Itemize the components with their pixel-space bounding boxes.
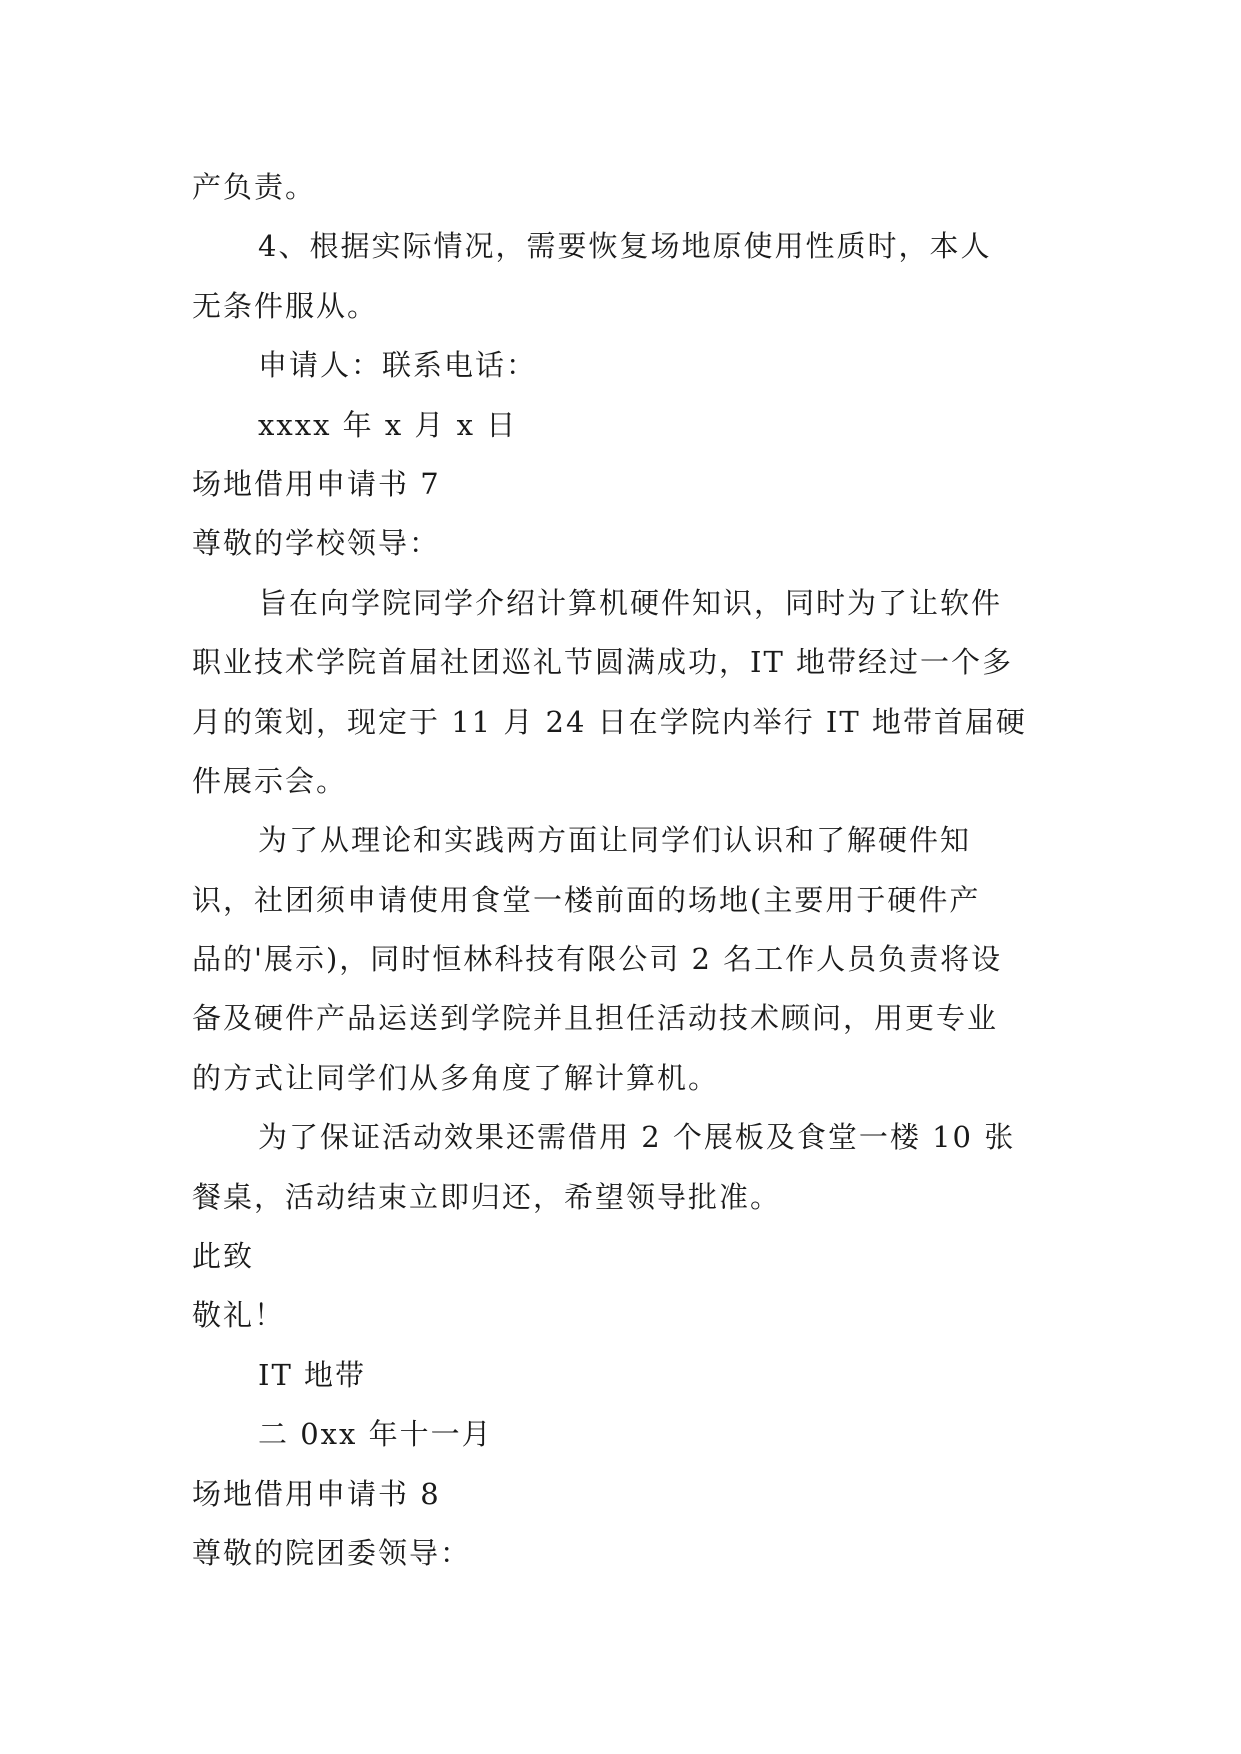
text-line: 旨在向学院同学介绍计算机硬件知识，同时为了让软件 [258,585,1003,620]
text-line: 备及硬件产品运送到学院并且担任活动技术顾问，用更专业 [192,1001,999,1036]
section-title: 场地借用申请书 7 [192,466,441,501]
closing-regards: 敬礼！ [192,1298,286,1333]
applicant-contact-line: 申请人：联系电话： [258,348,538,383]
text-line: 无条件服从。 [192,288,379,323]
text-line: 为了从理论和实践两方面让同学们认识和了解硬件知 [258,823,972,858]
text-line: 品的'展示)，同时恒林科技有限公司 2 名工作人员负责将设 [192,942,1003,977]
text-line: 4、根据实际情况，需要恢复场地原使用性质时，本人 [258,229,992,264]
text-line: 为了保证活动效果还需借用 2 个展板及食堂一楼 10 张 [258,1120,1016,1155]
text-line: 月的策划，现定于 11 月 24 日在学院内举行 IT 地带首届硬 [192,704,1027,739]
text-line: 产负责。 [192,170,317,204]
text-line: 餐桌，活动结束立即归还，希望领导批准。 [192,1179,782,1214]
salutation: 尊敬的院团委领导： [192,1535,472,1570]
date-line: xxxx 年 x 月 x 日 [258,407,518,442]
text-line: 的方式让同学们从多角度了解计算机。 [192,1060,720,1095]
text-line: 职业技术学院首届社团巡礼节圆满成功，IT 地带经过一个多 [192,645,1014,680]
closing-line: 此致 [192,1239,255,1274]
document-body [192,158,1054,1583]
text-line: 件展示会。 [192,763,348,798]
signature-date: 二 0xx 年十一月 [258,1417,493,1452]
salutation: 尊敬的学校领导： [192,526,441,561]
text-line: 识，社团须申请使用食堂一楼前面的场地(主要用于硬件产 [192,882,981,917]
signature-org: IT 地带 [258,1357,367,1392]
section-title: 场地借用申请书 8 [192,1476,441,1511]
